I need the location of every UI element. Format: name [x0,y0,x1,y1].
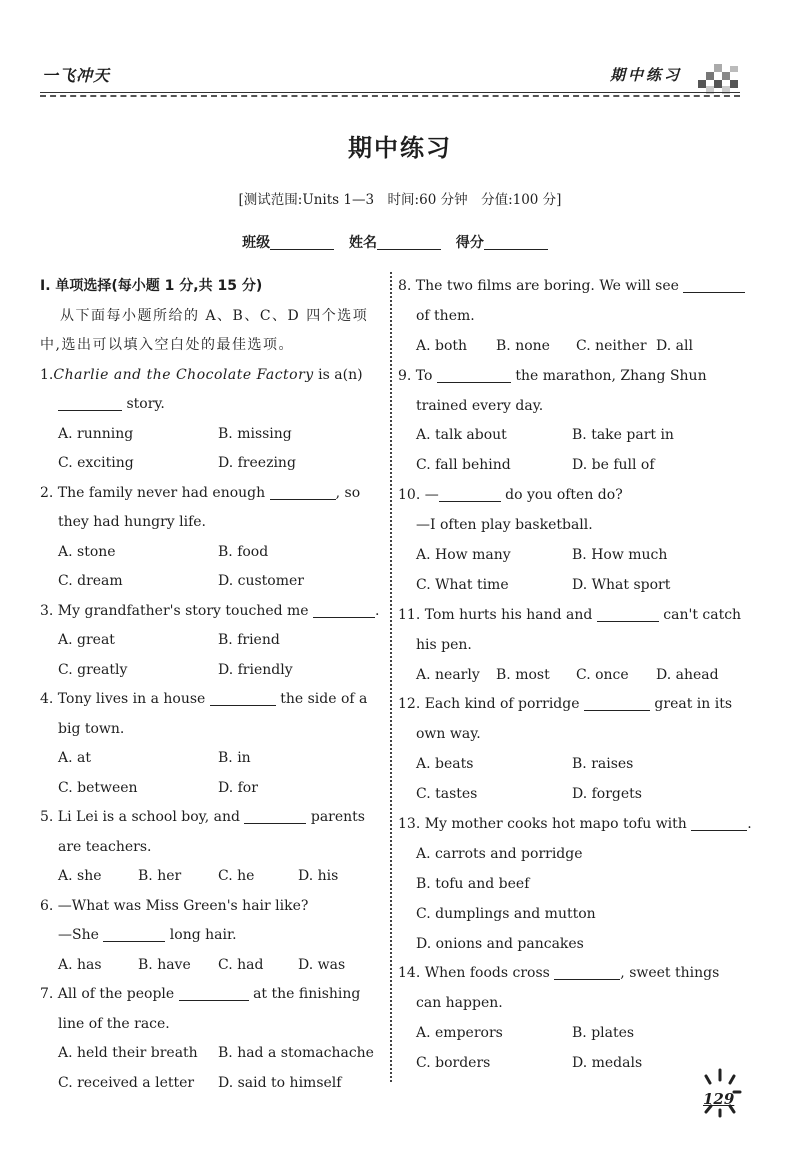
name-field[interactable] [377,233,441,250]
answer-blank[interactable] [103,925,165,942]
question-5-line2: are teachers. [58,838,152,855]
option[interactable]: C. borders [416,1055,491,1072]
option[interactable]: D. freezing [218,455,296,471]
question-10-options [398,541,744,571]
option[interactable]: B. friend [218,632,280,648]
question-1-options [40,420,384,450]
score-label: 得分 [455,235,484,251]
option[interactable]: C. dream [58,573,123,589]
question-13-option[interactable]: B. tofu and beef [416,875,530,892]
question-7-line2: line of the race. [58,1015,170,1032]
question-11-options [398,661,744,691]
option[interactable]: B. had a stomachache [218,1045,374,1061]
option[interactable]: D. said to himself [218,1074,342,1091]
question-9-line2: trained every day. [416,397,544,414]
option[interactable]: C. received a letter [58,1074,195,1091]
question-1-line2: story. [40,390,384,420]
question-3-options [40,656,384,686]
option[interactable]: C. between [58,779,138,796]
question-4: 4. Tony lives in a house the side of a [40,691,368,707]
option[interactable]: C. What time [416,576,509,593]
question-5-options [40,862,384,892]
answer-blank[interactable] [597,605,659,622]
section-instruction: 从下面每小题所给的 A、B、C、D 四个选项 [60,307,369,324]
option[interactable]: D. What sport [572,576,671,593]
class-field[interactable] [270,233,334,250]
option[interactable]: A. beats [416,756,474,773]
question-9-options [398,421,744,451]
option[interactable]: D. be full of [572,457,655,474]
question-7-options [40,1039,384,1069]
answer-blank[interactable] [691,814,747,831]
option[interactable]: A. How many [416,547,511,564]
name-label: 姓名 [349,235,377,251]
option[interactable]: B. most [496,666,550,683]
question-9: 9. To the marathon, Zhang Shun [398,367,707,384]
option[interactable]: C. once [576,666,629,683]
question-14-options [398,1019,744,1049]
question-9-options [398,451,744,481]
question-7-options [40,1069,384,1099]
option[interactable]: A. stone [58,543,116,560]
question-3-options [40,626,384,656]
checker-decoration [698,62,742,94]
question-8-line2: of them. [416,307,475,324]
option[interactable]: A. she [58,868,102,884]
column-divider [390,272,392,1082]
option[interactable]: B. in [218,750,251,766]
option[interactable]: B. How much [572,547,668,564]
option[interactable]: A. running [58,425,134,442]
option[interactable]: A. emperors [416,1025,503,1042]
option[interactable]: D. customer [218,573,304,589]
question-6-line2: —She long hair. [58,927,237,943]
option[interactable]: C. neither [576,337,647,354]
option[interactable]: D. for [218,779,258,796]
question-7: 7. All of the people at the finishing [40,986,361,1002]
answer-blank[interactable] [58,394,122,411]
question-12-line2: own way. [416,726,481,743]
option[interactable]: B. plates [572,1025,635,1042]
option[interactable]: B. missing [218,425,292,442]
answer-blank[interactable] [313,601,375,618]
question-14-line2: can happen. [416,995,503,1012]
option[interactable]: D. all [656,337,693,354]
option[interactable]: D. friendly [218,661,293,678]
option[interactable]: D. forgets [572,786,642,803]
question-6: 6. —What was Miss Green's hair like? [40,897,309,914]
right-column [398,272,752,1079]
option[interactable]: B. none [496,337,550,354]
answer-blank[interactable] [270,483,336,500]
option[interactable]: C. exciting [58,455,134,471]
option[interactable]: B. her [138,868,182,884]
question-13: 13. My mother cooks hot mapo tofu with . [398,816,752,833]
question-2-options [40,538,384,568]
question-12-options [398,780,744,810]
question-13-option[interactable]: C. dumplings and mutton [416,905,596,922]
option[interactable]: B. have [138,956,191,973]
answer-blank[interactable] [683,276,745,293]
class-label: 班级 [242,235,271,251]
question-4-options [40,744,384,774]
option[interactable]: A. both [416,337,468,354]
answer-blank[interactable] [210,689,276,706]
brand-logo: 一飞冲天 [42,66,111,85]
answer-blank[interactable] [439,485,501,502]
answer-blank[interactable] [179,984,249,1001]
question-4-line2: big town. [58,720,125,737]
question-8: 8. The two films are boring. We will see [398,272,744,302]
answer-blank[interactable] [554,963,620,980]
answer-blank[interactable] [437,366,511,383]
question-2: 2. The family never had enough , so [40,484,361,501]
option[interactable]: D. medals [572,1055,643,1072]
header-section-title: 期中练习 [609,66,682,84]
option[interactable]: D. ahead [656,666,719,683]
answer-blank[interactable] [584,694,650,711]
question-5: 5. Li Lei is a school boy, and parents [40,809,365,825]
section-instruction: 中,选出可以填入空白处的最佳选项。 [40,337,294,353]
question-12: 12. Each kind of porridge great in its [398,696,733,713]
option[interactable]: A. great [58,632,115,648]
question-13-option[interactable]: D. onions and pancakes [416,935,584,952]
left-column [40,272,384,1098]
question-4-options [40,774,384,804]
question-8-options [398,332,744,362]
question-10-options [398,571,744,601]
option[interactable]: A. has [58,956,102,973]
option[interactable]: C. tastes [416,786,478,803]
section-heading: Ⅰ. 单项选择(每小题 1 分,共 15 分) [40,278,263,294]
option[interactable]: B. raises [572,756,634,773]
question-11-line2: his pen. [416,636,472,653]
question-10: 10. — do you often do? [398,487,623,504]
option[interactable]: A. talk about [416,427,507,444]
answer-blank[interactable] [244,807,306,824]
option[interactable]: D. was [298,956,346,973]
test-scope-line: [测试范围:Units 1—3 时间:60 分钟 分值:100 分] [238,192,562,208]
question-12-options [398,750,744,780]
option[interactable]: A. nearly [416,666,480,683]
question-2-options [40,567,384,597]
page-title: 期中练习 [348,134,452,162]
option[interactable]: D. his [298,868,339,884]
option[interactable]: C. fall behind [416,457,511,474]
score-field[interactable] [484,233,548,250]
student-info-line [0,232,800,252]
question-6-options [40,951,384,981]
question-3: 3. My grandfather's story touched me . [40,602,380,619]
option[interactable]: C. had [218,956,264,973]
question-2-line2: they had hungry life. [58,514,206,530]
question-13-option[interactable]: A. carrots and porridge [416,845,583,862]
page-number: 129 [703,1090,735,1108]
option[interactable]: A. at [58,750,91,766]
question-14: 14. When foods cross , sweet things [398,965,720,982]
option[interactable]: C. he [218,868,255,884]
question-1-options [40,449,384,479]
question-1: 1.Charlie and the Chocolate Factory is a(n) [40,366,363,383]
question-10-line2: —I often play basketball. [416,517,593,534]
question-11: 11. Tom hurts his hand and can't catch [398,606,742,623]
option[interactable]: C. greatly [58,661,128,678]
option[interactable]: A. held their breath [58,1045,198,1061]
option[interactable]: B. food [218,543,269,560]
option[interactable]: B. take part in [572,427,674,444]
header-divider [40,92,740,97]
